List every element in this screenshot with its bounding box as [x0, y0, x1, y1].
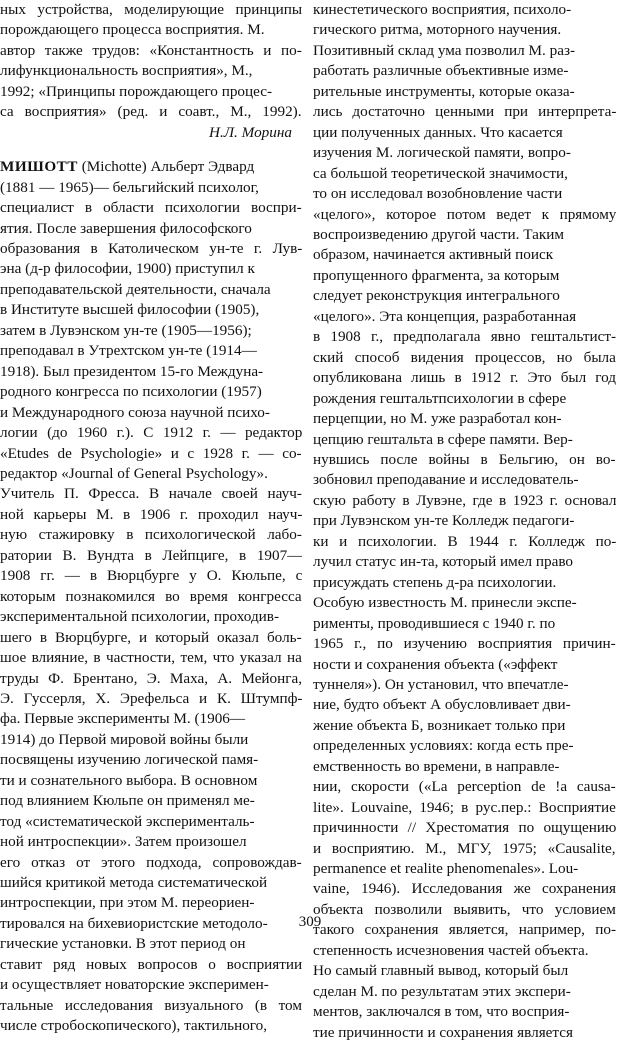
text-line: порождающего процесса восприятия. М. — [0, 21, 265, 39]
text-line: рименты, проводившиеся с 1940 г. по — [313, 614, 556, 632]
text-line: родного конгресса по психологии (1957) — [0, 383, 262, 401]
text-line: lite». Louvaine, 1946; в рус.пер.: Восприятие — [313, 798, 616, 816]
text-line: следует реконструкция интегрального — [313, 287, 560, 305]
text-line: такого сохранения является, например, по- — [313, 921, 616, 939]
text-line: редактор «Journal of General Psychology». — [0, 464, 268, 482]
text-line: скую работу в Лувэне, где в 1923 г. основал — [313, 491, 616, 509]
text-line: рительные инструменты, которые оказа- — [313, 82, 575, 100]
text-line: Учитель П. Фресса. В начале своей науч- — [0, 485, 302, 503]
entry-body-left — [0, 178, 302, 1037]
text-line: 1908 гг. — в Вюрцбурге у О. Кюльпе, с — [0, 567, 302, 585]
text-line: специалист в области психологии воспри- — [0, 199, 302, 217]
text-line: ции полученных данных. Что касается — [313, 123, 563, 141]
text-line: ной карьеры М. в 1906 г. проходил науч- — [0, 505, 302, 523]
text-line: опубликована лишь в 1912 г. Это был год — [313, 369, 616, 387]
text-line: ский способ видения процессов, но была — [313, 348, 616, 366]
text-line: степенность исчезновения частей объекта. — [313, 941, 589, 959]
text-line: преподавательской деятельности, сначала — [0, 280, 271, 298]
text-line: гического ритма, моторного научения. — [313, 21, 562, 39]
text-line: ятия. После завершения философского — [0, 219, 252, 237]
text-line: и восприятию. М., МГУ, 1975; «Causalite, — [313, 839, 616, 857]
text-line: воспроизведению другой части. Таким — [313, 225, 565, 243]
text-line: и осуществляет новаторские эксперимен- — [0, 976, 269, 994]
text-line: лучил статус ин-та, который имел право — [313, 553, 573, 571]
text-line: причинности // Хрестоматия по ощущению — [313, 819, 616, 837]
text-line: гические установки. В этот период он — [0, 935, 246, 953]
text-line: ние, будто объект А обусловливает дви- — [313, 696, 571, 714]
text-line: 1918). Был президентом 15-го Междуна- — [0, 362, 264, 380]
entry-author-signature: Н.Л. Морина — [209, 123, 292, 141]
text-line: посвящены изучению логической памя- — [0, 751, 259, 769]
text-line: под влиянием Кюльпе он применял ме- — [0, 792, 255, 810]
text-line: труды Ф. Брентано, Э. Маха, А. Мейонга, — [0, 669, 302, 687]
text-line: логии (до 1960 г.). С 1912 г. — редактор — [0, 424, 302, 442]
text-line: Э. Гуссерля, Х. Эрефельса и К. Штумпф- — [0, 689, 302, 707]
text-line: лифункциональность восприятия», М., — [0, 62, 253, 80]
text-line: ратории В. Вундта в Лейпциге, в 1907— — [0, 546, 302, 564]
text-line: нии, скорости («La perception de !a causa- — [313, 778, 616, 796]
text-line: ности и сохранения объекта («эффект — [313, 655, 558, 673]
text-line: 1965 г., по изучению восприятия причин- — [313, 635, 616, 653]
text-line: емственность во времени, в направле- — [313, 757, 560, 775]
text-line: определенных условиях: когда есть пре- — [313, 737, 574, 755]
text-line: тие причинности и сохранения является — [313, 1023, 573, 1041]
text-line: изучения М. логической памяти, вопро- — [313, 144, 571, 162]
text-line: 1914) до Первой мировой войны были — [0, 730, 249, 748]
text-line: сделан М. по результатам этих экспери- — [313, 982, 571, 1000]
text-line: числе стробоскопического), тактильного, — [0, 1017, 268, 1035]
text-line: его отказ от этого подхода, сопровождав- — [0, 853, 302, 871]
text-line: интроспекции, при этом М. переориен- — [0, 894, 255, 912]
text-line: зобновил преподавание и исследователь- — [313, 471, 579, 489]
text-line: шое влияние, в частности, тем, что указал на — [0, 649, 302, 667]
text-line: (1881 — 1965)— бельгийский психолог, — [0, 178, 259, 196]
text-line: шийся критикой метода систематической — [0, 874, 268, 892]
text-line: жение объекта Б, возникает только при — [313, 716, 566, 734]
text-line: рождения гештальтпсихологии в сфере — [313, 389, 567, 407]
text-line: шего в Вюрцбурге, и который оказал боль- — [0, 628, 302, 646]
text-line: эна (д-р философии, 1900) приступил к — [0, 260, 255, 278]
text-line: ную стажировку в психологической лабо- — [0, 526, 302, 544]
text-line: туннеля»). Он установил, что впечатле- — [313, 675, 569, 693]
text-line: «целого». Эта концепция, разработанная — [313, 307, 577, 325]
left-column — [0, 0, 302, 1037]
text-line: затем в Лувэнском ун-те (1905—1956); — [0, 321, 252, 339]
text-line: перцепции, но М. уже разработал кон- — [313, 410, 562, 428]
text-line: преподавал в Утрехтском ун-те (1914— — [0, 342, 257, 360]
text-line: кинестетического восприятия, психоло- — [313, 1, 572, 18]
text-line: присуждать степень д-ра психологии. — [313, 573, 557, 591]
text-line: ставит ряд новых вопросов о восприятии — [0, 955, 302, 973]
text-line: 1992; «Принципы порождающего процес- — [0, 82, 273, 100]
text-line: permanence et realite phenomenales». Lou- — [313, 860, 579, 878]
previous-entry-text — [0, 0, 302, 123]
text-line: фа. Первые эксперименты М. (1906— — [0, 710, 246, 728]
text-line: в 1908 г., предполагала явно гештальтист- — [313, 328, 616, 346]
text-line: при Лувэнском ун-те Колледж педагоги- — [313, 512, 575, 530]
text-line: которым познакомился во время конгресса — [0, 587, 302, 605]
text-line: объекта позволили выявить, что условием — [313, 900, 616, 918]
entry-headword-gloss: (Michotte) Альберт Эдвард — [77, 158, 255, 176]
text-line: образом, начинается активный поиск — [313, 246, 554, 264]
text-line: ных устройства, моделирующие принципы — [0, 1, 302, 18]
text-line: ной интроспекции». Затем произошел — [0, 833, 247, 851]
text-line: цепцию гештальта в сфере памяти. Вер- — [313, 430, 573, 448]
text-line: vaine, 1946). Исследования же сохранения — [313, 880, 616, 898]
text-line: ки и психологии. В 1944 г. Колледж по- — [313, 532, 616, 550]
text-line: «Etudes de Psychologie» и с 1928 г. — со- — [0, 444, 302, 462]
entry-headword: МИШОТТ — [0, 158, 78, 176]
text-line: ментов, заключался в том, что восприя- — [313, 1003, 570, 1021]
text-line: нувшись после войны в Бельгию, он во- — [313, 450, 616, 468]
text-line: пропущенного фрагмента, за которым — [313, 266, 560, 284]
text-line: экспериментальной психологии, проходив- — [0, 608, 280, 626]
text-line: и Международного союза научной психо- — [0, 403, 270, 421]
text-line: «целого», которое потом ведет к прямому — [313, 205, 616, 223]
text-line: автор также трудов: «Константность и по- — [0, 41, 302, 59]
text-line: работать различные объективные изме- — [313, 62, 569, 80]
text-line: са большой теоретической значимости, — [313, 164, 568, 182]
text-line: Особую известность М. принесли экспе- — [313, 594, 577, 612]
entry-body-right — [313, 0, 616, 1043]
page-number: 309 — [298, 914, 322, 930]
text-line: Позитивный склад ума позволил М. раз- — [313, 41, 576, 59]
text-line: то он исследовал возобновление части — [313, 185, 563, 203]
text-line: образования в Католическом ун-те г. Лув- — [0, 239, 302, 257]
text-line: са восприятия» (ред. и соавт., М., 1992). — [0, 103, 302, 121]
text-line: тальные исследования визуального (в том — [0, 996, 302, 1014]
text-line: Но самый главный вывод, который был — [313, 962, 569, 980]
right-column — [313, 0, 616, 1043]
text-line: тод «систематической эксперименталь- — [0, 812, 255, 830]
text-line: тировался на бихевиористские методоло- — [0, 914, 268, 932]
text-line: в Институте высшей философии (1905), — [0, 301, 260, 319]
entry-first-line — [0, 157, 302, 177]
text-line: ти и сознательного выбора. В основном — [0, 771, 258, 789]
text-line: лись достаточно ценными при интерпрета- — [313, 103, 616, 121]
